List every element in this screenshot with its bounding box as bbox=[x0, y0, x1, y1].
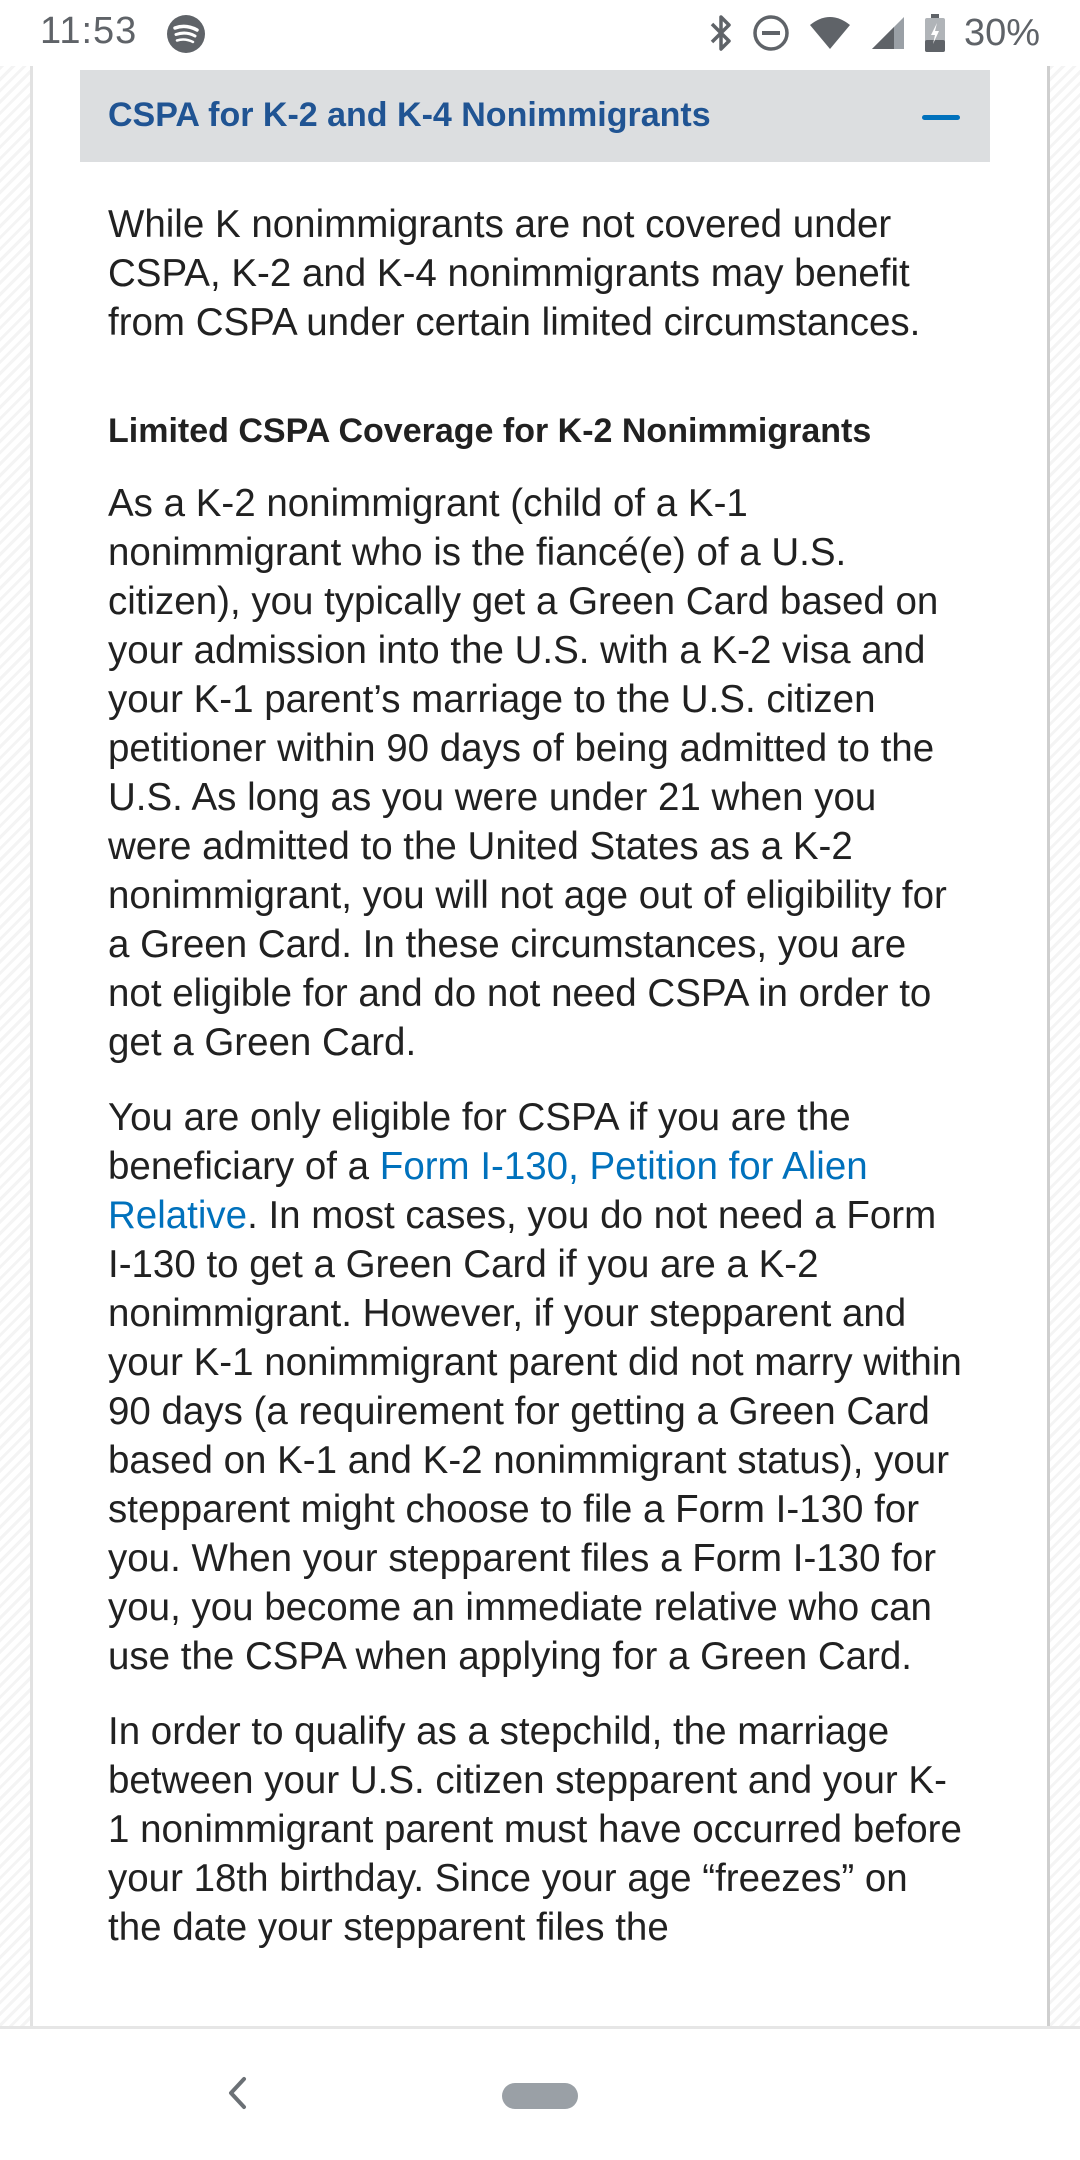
form-i130-link[interactable]: Form I-130, Petition for Alien Relative bbox=[108, 1145, 868, 1237]
section-heading: Limited CSPA Coverage for K-2 Nonimmigrants bbox=[108, 412, 872, 450]
accordion-header[interactable] bbox=[80, 70, 990, 162]
status-icons bbox=[708, 8, 1040, 58]
cell-signal-icon bbox=[870, 15, 906, 51]
wifi-icon bbox=[808, 15, 852, 51]
paragraph-k2-admission: As a K-2 nonimmigrant (child of a K-1 nonimmigrant who is the fiancé(e) of a U.S. citizen), you typically get a Green Card based on your admission into the U.S. with a K-2 visa and your K-1 parent’s marriage to the U.S. citizen petitioner within 90 days of being admitted to the U.S. As long as you were under 21 when you were admitted to the United States as a K-2 nonimmigrant, you will not age out of eligibility for a Green Card. In these circumstances, you are not eligible for and do not need CSPA in order to get a Green Card. bbox=[108, 482, 947, 1064]
accordion-title[interactable]: CSPA for K-2 and K-4 Nonimmigrants bbox=[108, 96, 711, 134]
battery-icon bbox=[924, 13, 946, 53]
accordion-content bbox=[108, 200, 968, 1978]
status-bar bbox=[0, 0, 1080, 66]
navigation-bar bbox=[0, 2026, 1080, 2160]
home-pill-button[interactable] bbox=[502, 2083, 578, 2109]
paragraph-text-before-link: You are only eligible for CSPA if you are the beneficiary of a bbox=[108, 1096, 851, 1188]
paragraph-stepchild: In order to qualify as a stepchild, the marriage between your U.S. citizen stepparent and your K-1 nonimmigrant parent must have occurred before your 18th birthday. Since your age “freezes” on the date your stepparent files the bbox=[108, 1710, 962, 1949]
web-page[interactable] bbox=[0, 66, 1080, 2026]
intro-paragraph: While K nonimmigrants are not covered under CSPA, K-2 and K-4 nonimmigrants may benefit from CSPA under certain limited circumstances. bbox=[108, 203, 921, 344]
do-not-disturb-icon bbox=[752, 14, 790, 52]
collapse-minus-icon[interactable] bbox=[922, 115, 960, 120]
paragraph-text-after-link: . In most cases, you do not need a Form I-130 to get a Green Card if you are a K-2 nonimmigrant. However, if your stepparent and your K-1 nonimmigrant parent did not marry within 90 days (a requirement for getting a Green Card based on K-1 and K-2 nonimmigrant status), your stepparent might choose to file a Form I-130 for you. When your stepparent files a Form I-130 for you, you become an immediate relative who can use the CSPA when applying for a Green Card. bbox=[108, 1194, 962, 1678]
page-right-margin bbox=[1047, 66, 1080, 2026]
battery-percent: 30% bbox=[963, 11, 1040, 54]
back-icon[interactable] bbox=[222, 2073, 252, 2113]
bluetooth-icon bbox=[708, 13, 734, 53]
paragraph-form-i130 bbox=[108, 1093, 968, 1681]
page-left-margin bbox=[0, 66, 33, 2026]
status-time: 11:53 bbox=[40, 10, 138, 52]
spotify-icon bbox=[166, 14, 206, 54]
